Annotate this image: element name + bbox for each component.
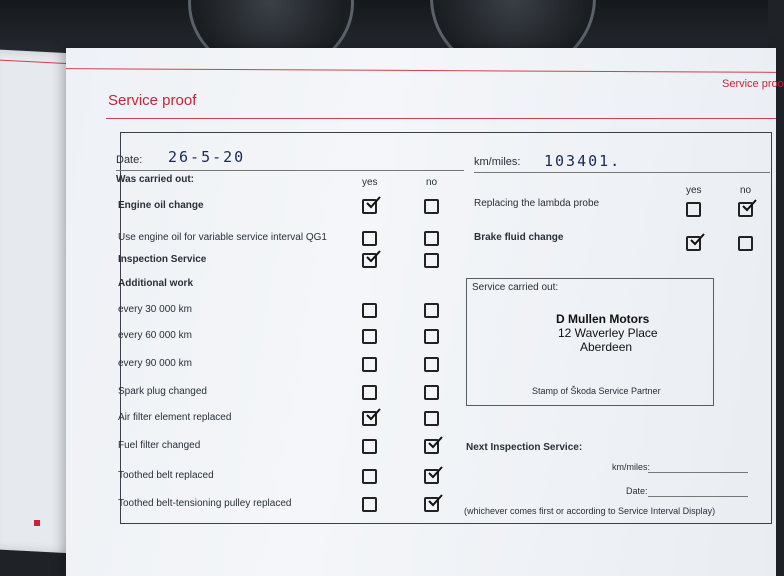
no-header-right: no xyxy=(740,185,752,196)
checkmark-icon xyxy=(741,198,757,212)
yes-checkbox[interactable] xyxy=(362,497,377,512)
stamp-line-1: D Mullen Motors xyxy=(556,312,650,326)
additional-work-heading: Additional work xyxy=(118,278,193,289)
date-value: 26-5-20 xyxy=(168,148,246,166)
km-value: 103401. xyxy=(544,152,622,170)
no-checkbox[interactable] xyxy=(424,303,439,318)
checklist-label: Toothed belt replaced xyxy=(118,470,214,481)
stamp-line-3: Aberdeen xyxy=(580,340,633,354)
corner-title: Service proo xyxy=(722,78,784,90)
yes-checkbox[interactable] xyxy=(362,469,377,484)
red-marker xyxy=(34,520,40,526)
yes-checkbox[interactable] xyxy=(362,329,377,344)
checklist-label: Replacing the lambda probe xyxy=(474,198,600,209)
date-line xyxy=(116,170,464,171)
page-title: Service proof xyxy=(108,92,197,109)
next-date-label: Date: xyxy=(626,486,648,496)
stamp-caption: Stamp of Škoda Service Partner xyxy=(532,386,661,396)
top-red-line xyxy=(66,68,776,73)
checklist-label: Fuel filter changed xyxy=(118,440,201,451)
no-checkbox[interactable] xyxy=(424,253,439,268)
checklist-label: every 90 000 km xyxy=(118,358,192,369)
checkmark-icon xyxy=(689,232,705,246)
no-header: no xyxy=(426,177,438,188)
checkmark-icon xyxy=(365,249,381,263)
no-checkbox[interactable] xyxy=(424,199,439,214)
checklist-label: Use engine oil for variable service interval QG1 xyxy=(118,232,327,243)
title-underline xyxy=(106,118,776,119)
checklist-label: Brake fluid change xyxy=(474,232,564,243)
stamp-line-2: 12 Waverley Place xyxy=(558,326,658,340)
next-inspection-title: Next Inspection Service: xyxy=(466,442,583,453)
no-checkbox[interactable] xyxy=(424,411,439,426)
next-km-line xyxy=(648,472,748,473)
yes-checkbox[interactable] xyxy=(362,357,377,372)
date-label: Date: xyxy=(116,154,143,166)
km-label: km/miles: xyxy=(474,156,521,168)
checkmark-icon xyxy=(365,407,381,421)
next-km-label: km/miles: xyxy=(612,462,650,472)
no-checkbox[interactable] xyxy=(424,385,439,400)
was-carried-out-label: Was carried out: xyxy=(116,174,194,185)
checklist-label: Toothed belt-tensioning pulley replaced xyxy=(118,498,292,509)
stamp-label: Service carried out: xyxy=(472,282,559,293)
yes-checkbox[interactable] xyxy=(686,202,701,217)
yes-checkbox[interactable] xyxy=(362,439,377,454)
no-checkbox[interactable] xyxy=(424,357,439,372)
no-checkbox[interactable] xyxy=(424,231,439,246)
km-line xyxy=(474,172,770,173)
no-checkbox[interactable] xyxy=(738,236,753,251)
checklist-label: every 30 000 km xyxy=(118,304,192,315)
yes-checkbox[interactable] xyxy=(362,231,377,246)
checklist-label: Engine oil change xyxy=(118,200,204,211)
checklist-label: every 60 000 km xyxy=(118,330,192,341)
checkmark-icon xyxy=(365,195,381,209)
service-book-page xyxy=(66,48,784,576)
yes-checkbox[interactable] xyxy=(362,385,377,400)
checkmark-icon xyxy=(427,435,443,449)
yes-header: yes xyxy=(362,177,378,188)
next-date-line xyxy=(648,496,748,497)
yes-checkbox[interactable] xyxy=(362,303,377,318)
checkmark-icon xyxy=(427,465,443,479)
no-checkbox[interactable] xyxy=(424,329,439,344)
yes-header-right: yes xyxy=(686,185,702,196)
checklist-label: Inspection Service xyxy=(118,254,207,265)
checkmark-icon xyxy=(427,493,443,507)
next-note: (whichever comes first or according to Service Interval Display) xyxy=(464,506,716,516)
checklist-label: Air filter element replaced xyxy=(118,412,232,423)
checklist-label: Spark plug changed xyxy=(118,386,207,397)
